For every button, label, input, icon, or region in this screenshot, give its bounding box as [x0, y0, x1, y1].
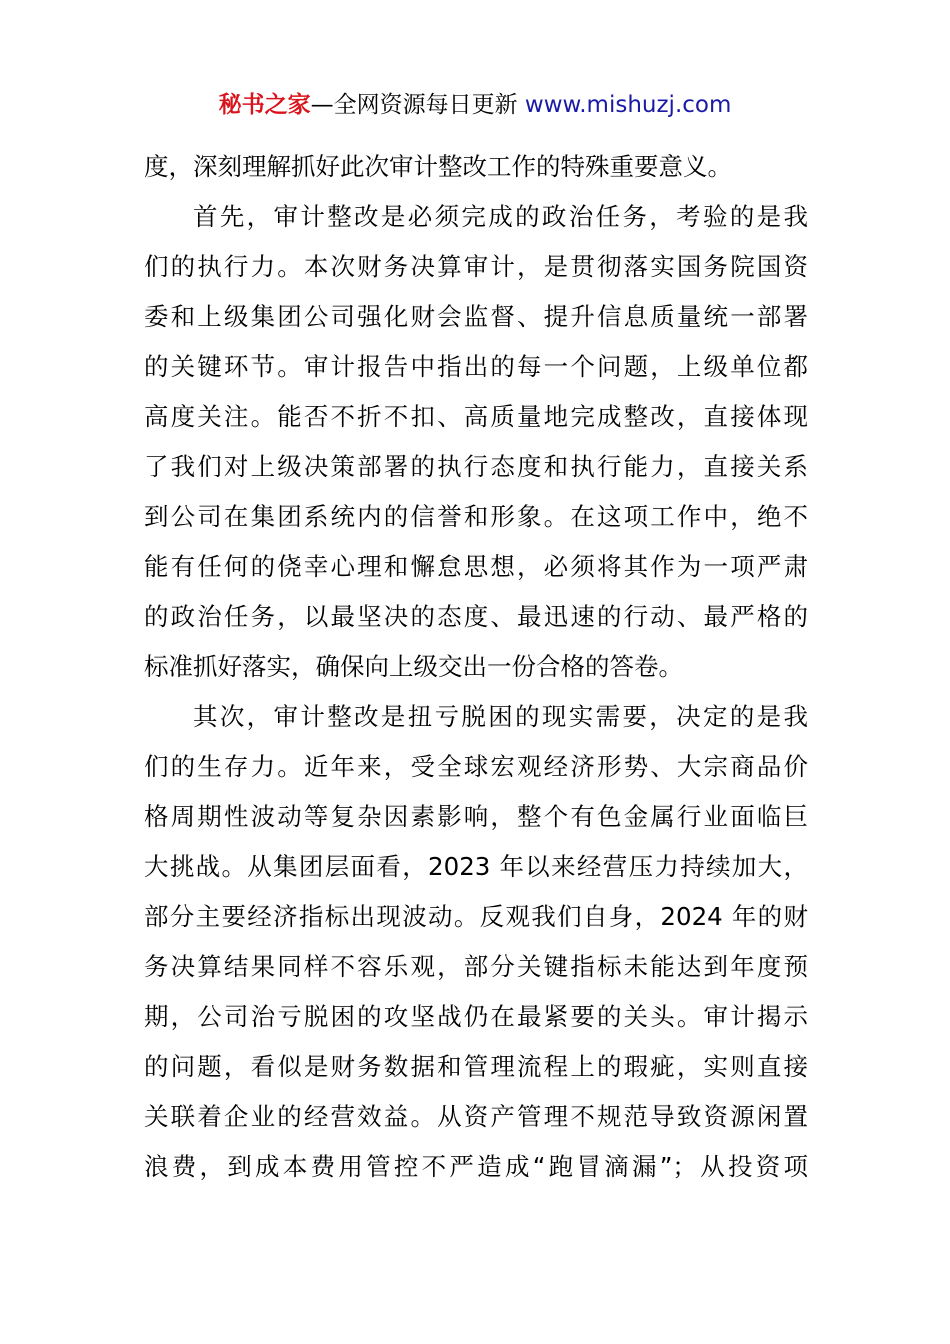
page-header	[0, 88, 950, 122]
text-line: 标准抓好落实，确保向上级交出一份合格的答卷。	[144, 652, 683, 681]
header-brand: 秘书之家	[218, 92, 311, 118]
text-line: 们的生存力。近年来，受全球宏观经济形势、大宗商品价	[144, 752, 808, 781]
header-slogan: 全网资源每日更新	[333, 92, 525, 118]
text-line: 的政治任务，以最坚决的态度、最迅速的行动、最严格的	[144, 602, 808, 631]
text-line: 务决算结果同样不容乐观，部分关键指标未能达到年度预	[144, 952, 808, 981]
paragraph-first-line: 其次，审计整改是扭亏脱困的现实需要，决定的是我	[193, 702, 808, 731]
text-line: 们的执行力。本次财务决算审计，是贯彻落实国务院国资	[144, 252, 808, 281]
text-line: 委和上级集团公司强化财会监督、提升信息质量统一部署	[144, 302, 808, 331]
paragraph-first-line: 首先，审计整改是必须完成的政治任务，考验的是我	[193, 202, 808, 231]
text-line: 了我们对上级决策部署的执行态度和执行能力，直接关系	[144, 452, 808, 481]
header-url-link[interactable]: www.mishuzj.com	[524, 92, 732, 118]
text-line: 部分主要经济指标出现波动。反观我们自身，2024 年的财	[144, 902, 808, 931]
text-line: 关联着企业的经营效益。从资产管理不规范导致资源闲置	[144, 1102, 808, 1131]
text-line: 到公司在集团系统内的信誉和形象。在这项工作中，绝不	[144, 502, 808, 531]
text-line: 大挑战。从集团层面看，2023 年以来经营压力持续加大，	[144, 852, 808, 881]
text-line: 的问题，看似是财务数据和管理流程上的瑕疵，实则直接	[144, 1052, 808, 1081]
text-line: 高度关注。能否不折不扣、高质量地完成整改，直接体现	[144, 402, 808, 431]
text-line: 能有任何的侥幸心理和懈怠思想，必须将其作为一项严肃	[144, 552, 808, 581]
header-dash: —	[310, 92, 334, 118]
text-line: 浪费，到成本费用管控不严造成“跑冒滴漏”；从投资项	[144, 1152, 808, 1181]
document-body	[144, 142, 808, 1192]
text-line: 期，公司治亏脱困的攻坚战仍在最紧要的关头。审计揭示	[144, 1002, 808, 1031]
text-line: 度，深刻理解抓好此次审计整改工作的特殊重要意义。	[144, 152, 732, 181]
text-line: 的关键环节。审计报告中指出的每一个问题，上级单位都	[144, 352, 808, 381]
text-line: 格周期性波动等复杂因素影响，整个有色金属行业面临巨	[144, 802, 808, 831]
